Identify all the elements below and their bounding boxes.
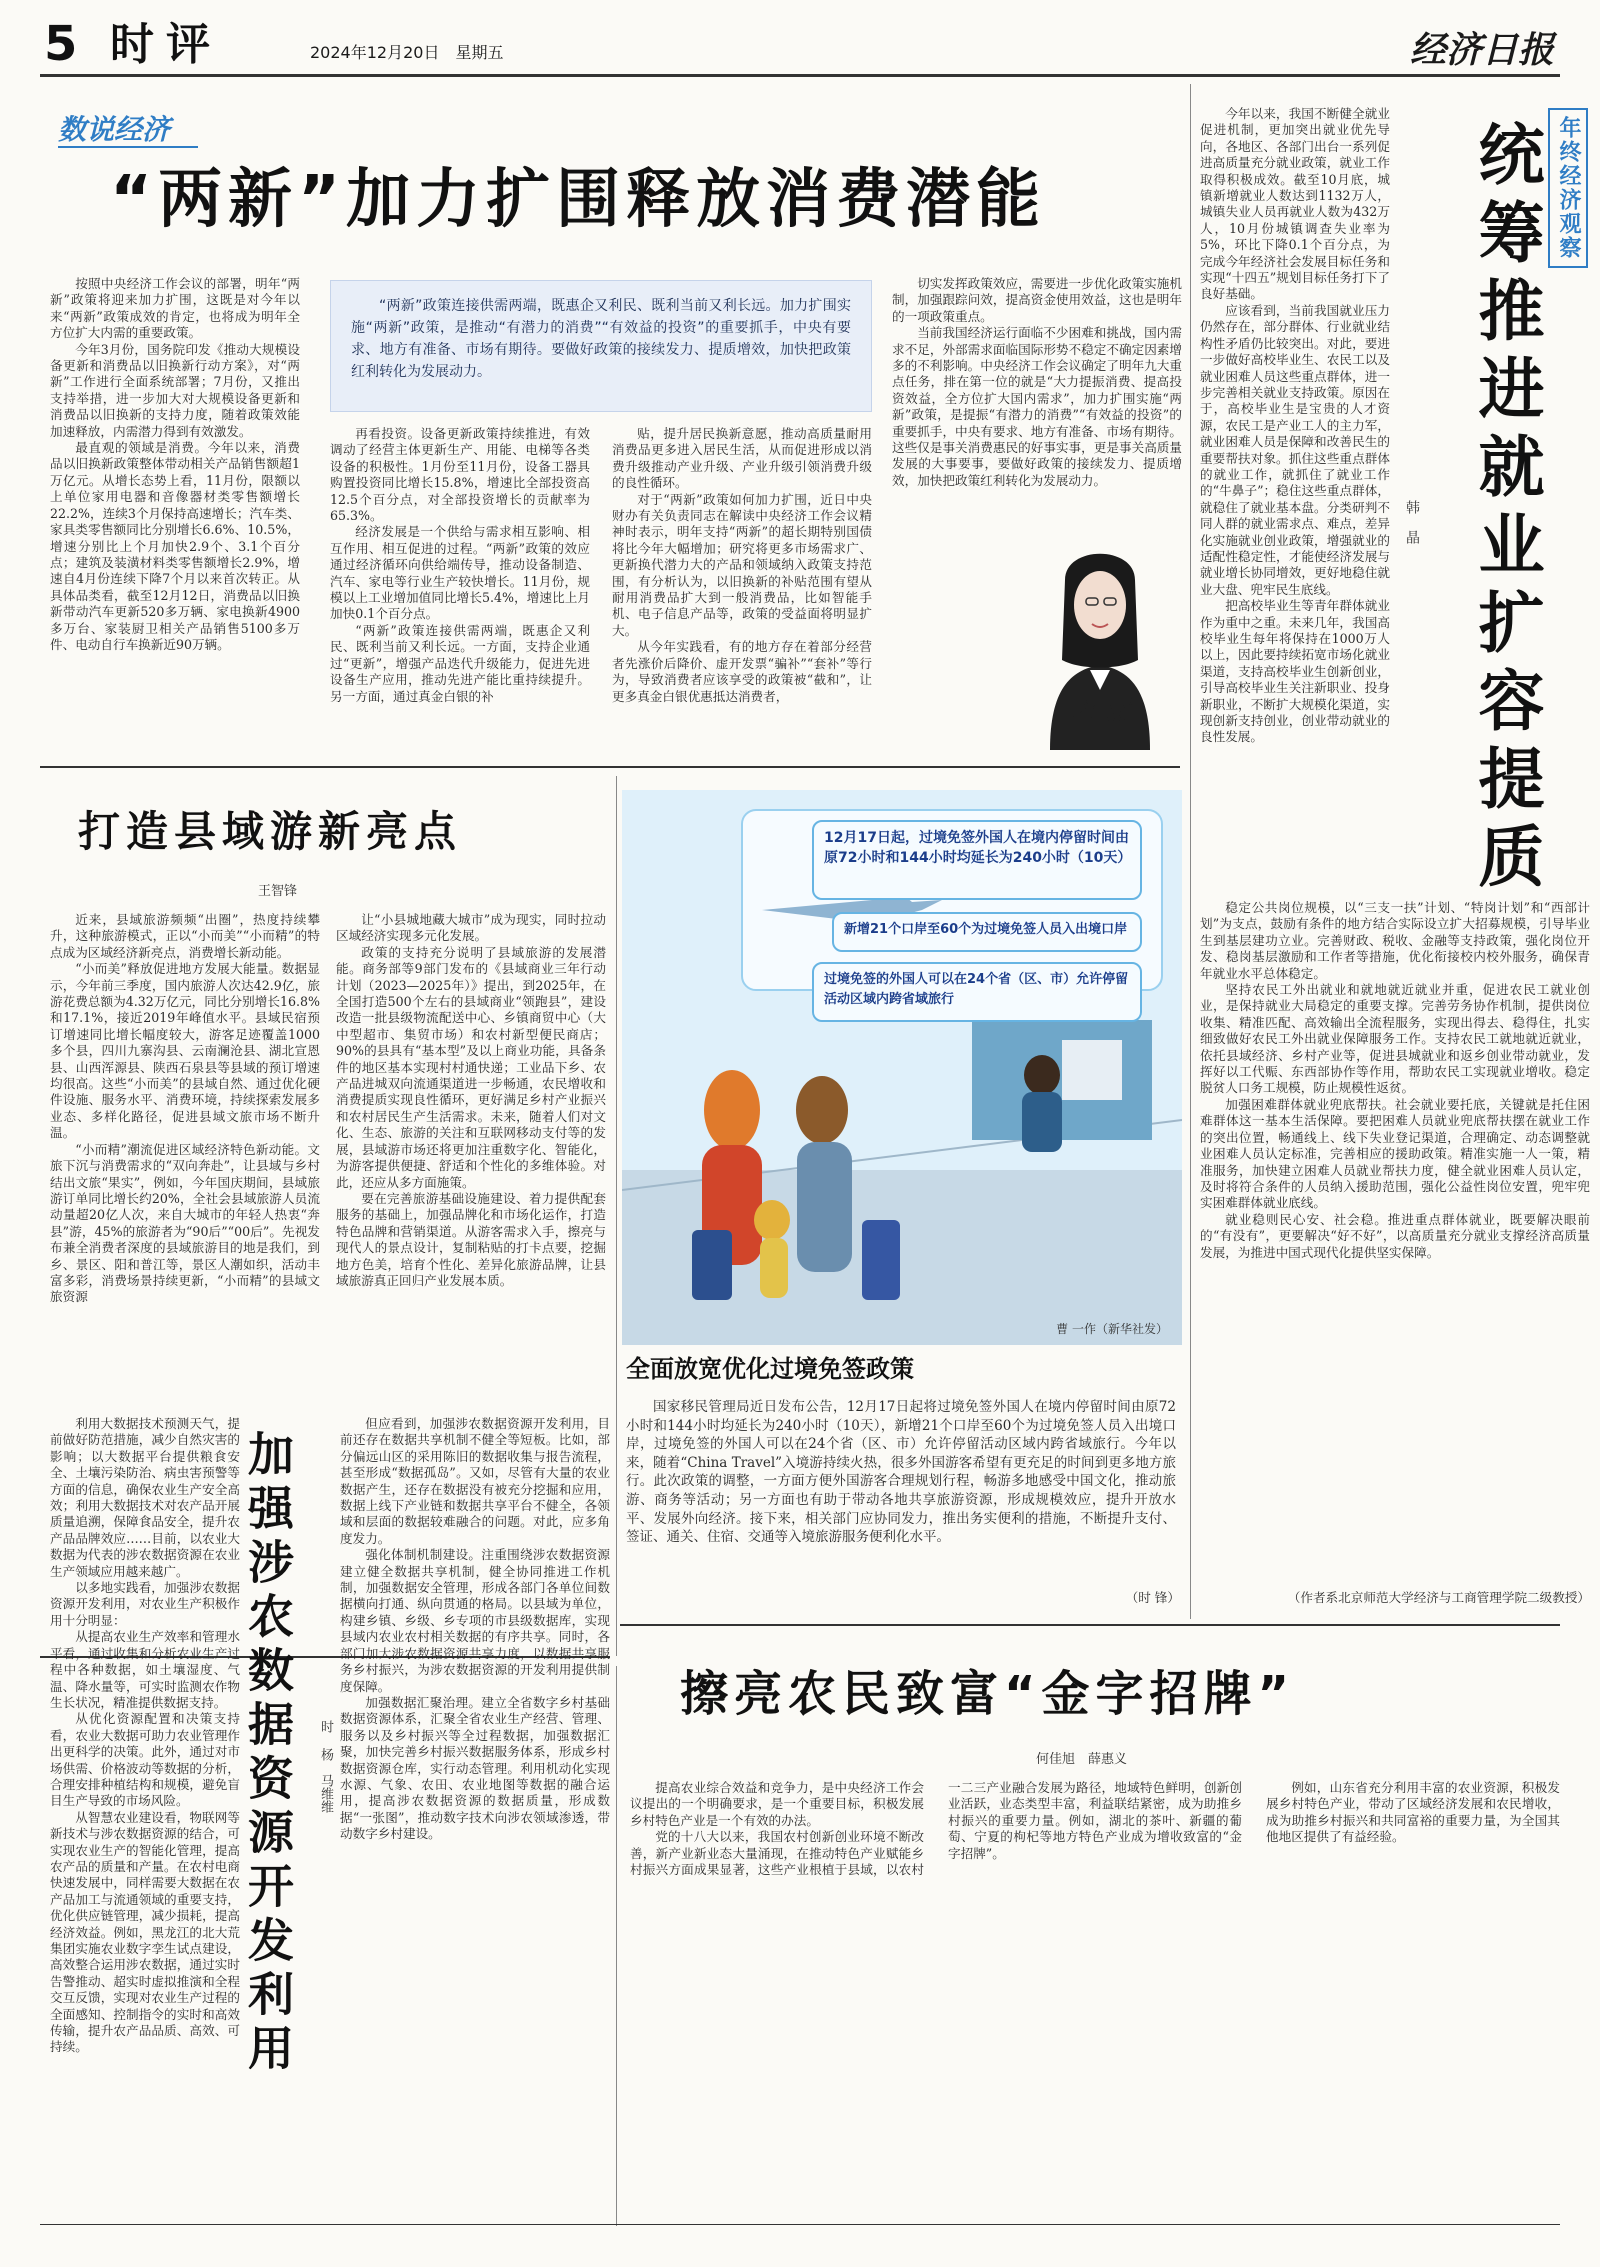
illustration-text-author: （时 锋） [1125, 1590, 1180, 1605]
right-column-text-top [1200, 106, 1390, 896]
column-tag: 数说经济 [58, 113, 171, 146]
divider-middle [616, 776, 617, 1656]
right-column-title: 统筹推进就业扩容提质 [1467, 120, 1544, 900]
right-column-author: 韩 晶 [1404, 500, 1420, 544]
paragraph: 政策的支持充分说明了县域旅游的发展潜能。商务部等9部门发布的《县域商业三年行动计划（2023—2025年）》提出，到2025年，在全国打造500个左右的县域商业“领跑县”，建设改造一批县级物流配送中心、乡镇商贸中心（大中型超市、集贸市场）和农村新型便民商店；90%的县具有“基本型”及以上商业功能，具备条件的地区基本实现村村通快递；工业品下乡、农产品进城双向流通渠道进一步畅通，农民增收和消费提质实现良性循环，更好满足乡村产业振兴和农村居民生产生活需求。未来，随着人们对文化、生态、旅游的关注和互联网移动支付等的发展，县域游市场还将更加注重数字化、智能化，为游客提供便捷、舒适和个性化的多维体验。对此，还应从多方面施策。 [336, 944, 606, 1190]
newspaper-name: 经济日报 [1410, 29, 1555, 71]
right-column-text-bottom [1200, 900, 1590, 1580]
illustration-panel [622, 790, 1182, 1345]
agri-data-col1 [50, 1416, 240, 2216]
paragraph: 从提高农业生产效率和管理水平看，通过收集和分析农业生产过程中各种数据，如土壤湿度、气温、降水量等，可实时监测农作物生长状况，精准提供数据支持。 [50, 1629, 240, 1710]
paragraph: “两新”政策连接供需两端，既惠企又利民、既利当前又利长远。一方面，支持企业通过“更新”，增强产品迭代升级能力，促进先进设备生产应用，推动先进产能比重持续提升。另一方面，通过真金白银的补 [330, 622, 590, 704]
paragraph: 但应看到，加强涉农数据资源开发利用，目前还存在数据共享机制不健全等短板。比如，部分偏远山区的采用陈旧的数据收集与报告流程，甚至形成“数据孤岛”。又如，尽管有大量的农业数据产生，还存在数据没有被充分挖掘和应用，数据上线下产业链和数据共享平台不健全，各领域和层面的数据较难融合的问题。对此，应多角度发力。 [340, 1416, 610, 1546]
paragraph: 党的十八大以来，我国农村创新创业环境不断改善，新产业新业态大量涌现，在推动特色产业赋能乡村振兴方面成果显著，这些产业根植于县域，以农村一二三产业融合发展为路径，地域特色鲜明，创新创业活跃，业态类型丰富，利益联结紧密，成为助推乡村振兴的重要力量。例如，湖北的茶叶、新疆的葡萄、宁夏的枸杞等地方特色产业成为增收致富的“金字招牌”。 [630, 1780, 1242, 1878]
info-bubble-1 [812, 820, 1142, 900]
right-column-tag: 年终经济观察 [1548, 108, 1588, 268]
summary-box [330, 280, 872, 412]
right-column-divider [1190, 84, 1191, 1619]
column-tag-underline [58, 146, 198, 148]
right-column-affiliation: （作者系北京师范大学经济与工商管理学院二级教授） [1287, 1590, 1590, 1605]
paragraph: 把高校毕业生等青年群体就业作为重中之重。未来几年，我国高校毕业生每年将保持在1000万人以上，因此要持续拓宽市场化就业渠道，支持高校毕业生创新创业，引导高校毕业生关注新职业、投身新职业，不断扩大规模化渠道，实现创新支持创业，创业带动就业的良性发展。 [1200, 598, 1390, 745]
lead-col1 [50, 276, 300, 746]
paragraph: 近来，县域旅游频频“出圈”，热度持续攀升，这种旅游模式，正以“小而美”“小而精”的特点成为区域经济新亮点，消费增长新动能。 [50, 912, 320, 960]
county-tourism-author: 王智锋 [258, 884, 298, 899]
paragraph: 最直观的领域是消费。今年以来，消费品以旧换新政策整体带动相关产品销售额超1万亿元。从增长态势上看，11月份，限额以上单位家用电器和音像器材类零售额增长22.2%，连续3个月保持高速增长；汽车类、家具类零售额同比分别增长6.6%、10.5%，增速分别比上个月加快2.9个、3.1个百分点；建筑及装潢材料类零售额增长2.9%，增速自4月份连续下降7个月以来首次转正。从具体品类看，截至12月12日，消费品以旧换新带动汽车更新520多万辆、家电换新4900多万台、家装厨卫相关产品销售5100多万件、电动自行车换新近90万辆。 [50, 440, 300, 652]
info-bubble-2 [832, 912, 1142, 952]
paragraph: 应该看到，当前我国就业压力仍然存在，部分群体、行业就业结构性矛盾仍比较突出。对此，要进一步做好高校毕业生、农民工以及就业困难人员这些重点群体，进一步完善相关就业支持政策。原因在于，高校毕业生是宝贵的人才资源，农民工是产业工人的主力军，就业困难人员是保障和改善民生的重要帮扶对象。抓住这些重点群体的就业工作，就抓住了就业工作的“牛鼻子”；稳住这些重点群体，就稳住了就业基本盘。分类研判不同人群的就业需求点、难点，差异化实施就业创业政策，增强就业的适配性稳定性，才能使经济发展与就业增长协同增效，更好地稳住就业大盘、兜牢民生底线。 [1200, 302, 1390, 597]
farmer-brand-title: 擦亮农民致富“金字招牌” [680, 1666, 1296, 1722]
paragraph: 切实发挥政策效应，需要进一步优化政策实施机制，加强跟踪问效，提高资金使用效益，这也是明年的一项政策重点。 [892, 276, 1182, 324]
illustration-caption: 全面放宽优化过境免签政策 [626, 1355, 914, 1383]
lead-col3 [612, 426, 872, 746]
issue-date: 2024年12月20日 星期五 [310, 43, 504, 62]
paragraph: 当前我国经济运行面临不少困难和挑战，国内需求不足，外部需求面临国际形势不稳定不确定因素增多的不利影响。中央经济工作会议确定了明年九大重点任务，排在第一位的就是“大力提振消费、提高投资效益，全方位扩大国内需求”，加力扩围实施“两新”政策，是提振“有潜力的消费”“有效益的投资”的重要抓手，中央有要求、地方有准备、市场有期待。这些仅是事关消费惠民的好事实事，更是事关高质量发展的大事要事，要做好政策的接续发力、提质增效，加快把政策红利转化为发展动力。 [892, 325, 1182, 488]
paragraph: 要在完善旅游基础设施建设、着力提供配套服务的基础上，加强品牌化和市场化运作，打造特色品牌和营销渠道。从游客需求入手，擦亮与现代人的景点设计，复制粘贴的打卡点要，挖掘地方色美，培育个性化、差异化旅游品牌，让县域旅游真正回归产业发展本质。 [336, 1190, 606, 1288]
paragraph: “小而精”潮流促进区域经济特色新动能。文旅下沉与消费需求的“双向奔赴”，让县域与乡村结出文旅“果实”，例如，今年国庆期间，县域旅游订单同比增长约20%，全社会县域旅游人员流动量超20亿人次，来自大城市的年轻人热衷“奔县”游，45%的旅游者为“90后”“00后”。先视发布兼全消费者深度的县域旅游目的地是我们，到乡、景区、阳和普江等，景区人潮如织，活动丰富多彩，消费场景持续更新，“小而精”的县域文旅资源 [50, 1141, 320, 1305]
lead-col2 [330, 426, 590, 746]
section-title: 时评 [110, 19, 222, 70]
paragraph: 提高农业综合效益和竞争力，是中央经济工作会议提出的一个明确要求，是一个重要目标，积极发展乡村特色产业是一个有效的办法。 [630, 1780, 924, 1828]
illustration-text [626, 1398, 1176, 1586]
divider-lower-right [620, 1624, 1560, 1626]
paragraph: 强化体制机制建设。注重围绕涉农数据资源建立健全数据共享机制，健全协同推进工作机制，加强数据安全管理，形成各部门各单位间数据横向打通、纵向贯通的格局。以县域为单位，构建乡镇、乡级、乡专项的市县级数据库，实现县域内农业农村相关数据的有序共享。同时，各部门加大涉农数据资源共享力度，以数据共享服务乡村振兴，为涉农数据资源的开发利用提供制度保障。 [340, 1547, 610, 1694]
paragraph: 按照中央经济工作会议的部署，明年“两新”政策将迎来加力扩围，这既是对今年以来“两新”政策成效的肯定，也将成为明年全方位扩大内需的重要政策。 [50, 276, 300, 341]
paragraph: 坚持农民工外出就业和就地就近就业并重，促进农民工就业创业，是保持就业大局稳定的重要支撑。完善劳务协作机制，提供岗位收集、精准匹配、高效输出全流程服务，实现出得去、稳得住，扎实细致做好农民工外出就业保障服务工作。支持农民工就地就近就业，依托县域经济、乡村产业等，促进县城就业和返乡创业带动就业，发挥好以工代赈、东西部协作等作用，帮助农民工实现就业增收。稳定脱贫人口务工规模，防止规模性返贫。 [1200, 982, 1590, 1096]
footer-rule [40, 2224, 1560, 2225]
paragraph: 经济发展是一个供给与需求相互影响、相互作用、相互促进的过程。“两新”政策的效应通过经济循环向供给端传导，推动设备制造、汽车、家电等行业生产较快增长。11月份，规模以上工业增加值同比增长5.4%，增速比上月加快0.1个百分点。 [330, 524, 590, 622]
info-bubble-1-text: 12月17日起，过境免签外国人在境内停留时间由原72小时和144小时均延长为240小时（10天） [824, 830, 1132, 866]
paragraph: 今年3月份，国务院印发《推动大规模设备更新和消费品以旧换新行动方案》，对“两新”工作进行全面系统部署；7月份，又推出支持举措，进一步加大对大规模设备更新和消费品以旧换新的支持力度，随着政策效能加速释放，内需潜力得到有效激发。 [50, 341, 300, 439]
paragraph: 加强困难群体就业兜底帮扶。社会就业要托底，关键就是托住困难群体这一基本生活保障。要把困难人员就业兜底帮扶摆在就业工作的突出位置，畅通线上、线下失业登记渠道，合理确定、动态调整就业困难人员认定标准，完善相应的援助政策。精准实施一人一策，精准服务，加快建立困难人员就业帮扶力度，健全就业困难人员认定，及时将符合条件的人员纳入援助范围，强化公益性岗位安置，兜牢兜实困难群体就业底线。 [1200, 1096, 1590, 1211]
page-number: 5 [44, 16, 78, 72]
farmer-brand-col1 [630, 1780, 1560, 2216]
paragraph: 加强数据汇聚治理。建立全省数字乡村基础数据资源体系，汇聚全省农业生产经营、管理、服务以及乡村振兴等全过程数据，加强数据汇聚，加快完善乡村振兴数据服务体系，形成乡村数据资源仓库，实行动态管理。利用机动化实现水源、气象、农田、农业地图等数据的融合运用，提高涉农数据资源的数据质量，形成数据“一张图”，推动数字技术向涉农领域渗透，带动数字乡村建设。 [340, 1694, 610, 1842]
paragraph: 国家移民管理局近日发布公告，12月17日起将过境免签外国人在境内停留时间由原72小时和144小时均延长为240小时（10天），新增21个口岸至60个为过境免签人员入出境口岸，过境免签的外国人可以在24个省（区、市）允许停留活动区域内跨省域旅行。今年以来，随着“China Travel”入境游持续火热，很多外国游客希望有更充足的时间到更多地方旅行。此次政策的调整，一方面方便外国游客合理规划行程，畅游多地感受中国文化，推动旅游、商务等活动；另一方面也有助于带动各地共享旅游资源，形成规模效应，提升开放水平、发展外向经济。接下来，相关部门应协同发力，推出务实便利的措施，不断提升支付、签证、通关、住宿、交通等入境旅游服务便利化水平。 [626, 1399, 1176, 1546]
paragraph: 再看投资。设备更新政策持续推进，有效调动了经营主体更新生产、用能、电梯等各类设备的积极性。1月份至11月份，设备工器具购置投资同比增长15.8%，增速比全部投资高12.5个百分点，对全部投资增长的贡献率为65.3%。 [330, 426, 590, 524]
divider-top [40, 766, 1180, 768]
paragraph: 从今年实践看，有的地方存在着部分经营者先涨价后降价、虚开发票“骗补”“套补”等行为，导致消费者应该享受的政策被“截和”，让更多真金白银优惠抵达消费者， [612, 639, 872, 704]
county-tourism-title: 打造县域游新亮点 [78, 807, 463, 856]
paragraph: 以多地实践看，加强涉农数据资源开发利用，对农业生产积极作用十分明显： [50, 1580, 240, 1628]
paragraph: 对于“两新”政策如何加力扩围，近日中央财办有关负责同志在解读中央经济工作会议精神时表示，明年支持“两新”的超长期特别国债将比今年大幅增加；研究将更多市场需求广、更新换代潜力大的产品和领域纳入政策支持范围，有分析认为，以旧换新的补贴范围有望从耐用消费品扩大到一般消费品，比如智能手机、电子信息产品等，政策的受益面将明显扩大。 [612, 491, 872, 638]
info-bubble-3-text: 过境免签的外国人可以在24个省（区、市）允许停留活动区域内跨省域旅行 [824, 972, 1129, 1007]
header-rule [40, 74, 1560, 77]
summary-text: “两新”政策连接供需两端，既惠企又利民、既利当前又利长远。加力扩围实施“两新”政策，是推动“有潜力的消费”“有效益的投资”的重要抓手，中央有要求、地方有准备、市场有期待。要做好政策的接续发力、提质增效，加快把政策红利转化为发展动力。 [351, 298, 851, 380]
farmer-brand-author: 何佳旭 薛惠义 [1036, 1752, 1128, 1767]
paragraph: 贴，提升居民换新意愿，推动高质量耐用消费品更多进入居民生活，从而促进形成以消费升级推动产业升级、产业升级引领消费升级的良性循环。 [612, 426, 872, 491]
agri-data-author: 时 杨 马维维 [318, 1720, 333, 1813]
lead-title: “两新”加力扩围释放消费潜能 [110, 163, 1047, 237]
paragraph: 利用大数据技术预测天气，提前做好防范措施，减少自然灾害的影响；以大数据平台提供粮食安全、土壤污染防治、病虫害预警等方面的信息，确保农业生产安全高效；利用大数据技术对农产品开展质量追溯，保障食品安全，提升农产品品牌效应……目前，以农业大数据为代表的涉农数据资源在农业生产领域应用越来越广。 [50, 1416, 240, 1579]
agri-data-col2 [340, 1416, 610, 2216]
info-bubble-2-text: 新增21个口岸至60个为过境免签人员入出境口岸 [844, 922, 1128, 937]
paragraph: 从优化资源配置和决策支持看，农业大数据可助力农业管理作出更科学的决策。此外，通过对市场供需、价格波动等数据的分析，合理安排种植结构和规模，避免盲目生产导致的市场风险。 [50, 1711, 240, 1809]
paragraph: 让“小县城地藏大城市”成为现实，同时拉动区域经济实现多元化发展。 [336, 912, 606, 944]
paragraph: 就业稳则民心安、社会稳。推进重点群体就业，既要解决眼前的“有没有”，更要解决“好不好”，以高质量充分就业支撑经济高质量发展，为推进中国式现代化提供坚实保障。 [1200, 1211, 1590, 1260]
paragraph: 今年以来，我国不断健全就业促进机制，更加突出就业优先导向，各地区、各部门出台一系列促进高质量充分就业政策，就业工作取得积极成效。截至10月底，城镇新增就业人数达到1132万人，城镇失业人员再就业人数为432万人，10月份城镇调查失业率为5%，环比下降0.1个百分点，为完成今年经济社会发展目标任务和实现“十四五”规划目标任务打下了良好基础。 [1200, 106, 1390, 302]
agri-data-title: 加强涉农数据资源开发利用 [241, 1430, 295, 2078]
paragraph: 例如，山东省充分利用丰富的农业资源，积极发展乡村特色产业，带动了区域经济发展和农民增收，成为助推乡村振兴和共同富裕的重要力量，为全国其他地区提供了有益经验。 [1266, 1780, 1560, 1845]
paragraph: 稳定公共岗位规模，以“三支一扶”计划、“特岗计划”和“西部计划”为支点，鼓励有条件的地方结合实际设立扩大招募规模，引导毕业生到基层建功立业。完善财政、税收、金融等支持政策，强化岗位开发、稳岗基层激励和工作者等措施，优化衔接校内校外服务，确保青年就业水平总体稳定。 [1200, 900, 1590, 981]
paragraph: 从智慧农业建设看，物联网等新技术与涉农数据资源的结合，可实现农业生产的智能化管理，提高农产品的质量和产量。在农村电商快速发展中，同样需要大数据在农产品加工与流通领域的重要支持，优化供应链管理，减少损耗，提高经济效益。例如，黑龙江的北大荒集团实施农业数字孪生试点建设，高效整合运用涉农数据，通过实时告警推动、超实时虚拟推演和全程交互反馈，实现对农业生产过程的全面感知、控制指令的实时和高效传输，提升农产品品质、高效、可持续。 [50, 1809, 240, 2055]
author-signature: 郭 丽 [1070, 696, 1131, 726]
illustration-credit: 曹 一作（新华社发） [1056, 1322, 1168, 1336]
paragraph: “小而美”释放促进地方发展大能量。数据显示，今年前三季度，国内旅游人次达42.9亿，旅游花费总额为4.32万亿元，同比分别增长16.8%和17.1%，接近2019年峰值水平。县域民宿预订增速同比增长幅度较大，游客足迹覆盖1000多个县，四川九寨沟县、云南澜沧县、湖北宣恩县、山西浑源县、陕西石泉县等县域的预订增速均很高。这些“小而美”的县域自然、通过优化硬件设施、服务水平、消费环境，持续探索发展多业态、多样化路径，促进县域文旅市场不断升温。 [50, 961, 320, 1141]
divider-agri [616, 1666, 617, 2226]
info-bubble-3 [812, 962, 1142, 1022]
